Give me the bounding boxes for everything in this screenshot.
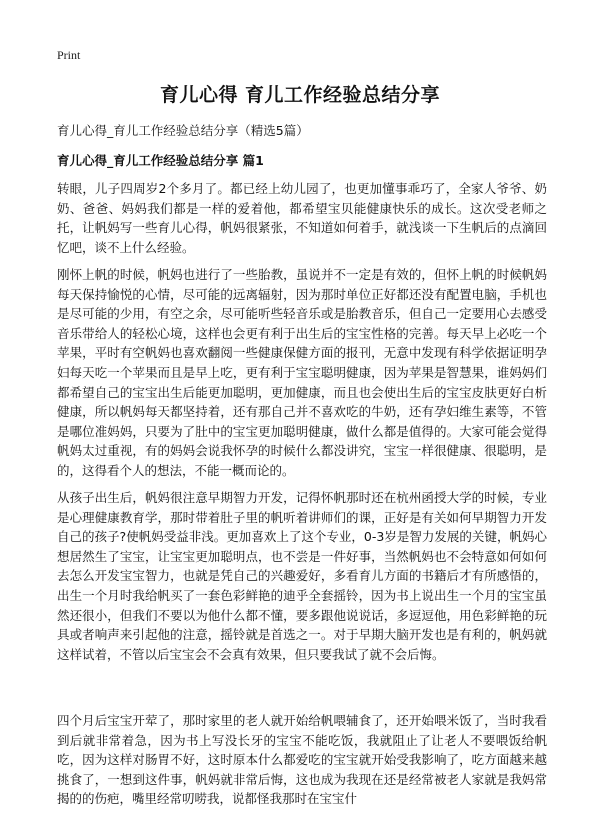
- paragraph-4: 四个月后宝宝开荤了，那时家里的老人就开始给帆喂辅食了，还开始喂米饭了，当时我看到后就非常着急，因为书上写没长牙的宝宝不能吃饭，我就阻止了让老人不要喂饭给帆吃，因为这样对肠胃不好，这时原本什么都爱吃的宝宝就开始受我影响了，吃方面越来越挑食了，一想到这件事，帆妈就非常后悔，这也成为我现在还是经常被老人家就是我妈常揭的的伤疤，嘴里经常叨唠我，说都怪我那时在宝宝什: [57, 713, 547, 807]
- page-title: 育儿心得 育儿工作经验总结分享: [159, 84, 441, 106]
- document-subtitle: 育儿心得_育儿工作经验总结分享（精选5篇）: [57, 123, 309, 138]
- paragraph-2: 刚怀上帆的时候，帆妈也进行了一些胎教，虽说并不一定是有效的，但怀上帆的时候帆妈每天保持愉悦的心情，尽可能的远离辐射，因为那时单位正好都还没有配置电脑，手机也是尽可能的少用，有空之余，尽可能听些轻音乐或是胎教音乐，但自己一定要用心去感受音乐带给人的轻松心境，这样也会更有利于出生后的宝宝性格的完善。每天早上必吃一个苹果，平时有空帆妈也喜欢翻阅一些健康保健方面的报刊，无意中发现有科学依据证明孕妇每天吃一个苹果而且是早上吃，更有利于宝宝聪明健康，因为苹果是智慧果，谁妈妈们都希望自己的宝宝出生后能更加聪明，更加健康，而且也会使出生后的宝宝皮肤更好白析健康，所以帆妈每天都坚持着，还有那自己并不喜欢吃的牛奶，还有孕妇维生素等，不管是哪位准妈妈，只要为了肚中的宝宝更加聪明健康，做什么都是值得的。大家可能会觉得帆妈太过重视，有的妈妈会说我怀孕的时候什么都没讲究，宝宝一样很健康、很聪明，是的，这得看个人的想法，不能一概而论的。: [57, 267, 547, 478]
- section-heading: 育儿心得_育儿工作经验总结分享 篇1: [57, 153, 264, 168]
- print-label[interactable]: Print: [57, 48, 81, 62]
- paragraph-3: 从孩子出生后，帆妈很注意早期智力开发，记得怀帆那时还在杭州函授大学的时候，专业是心理健康教育学，那时带着肚子里的帆听着讲师们的课，正好是有关如何早期智力开发自己的孩子?使帆妈受益非浅。更加喜欢上了这个专业，0-3岁是智力发展的关键，帆妈心想居然生了宝宝，让宝宝更加聪明点，也不尝是一件好事，当然帆妈也不会特意如何如何去怎么开发宝宝智力，也就是凭自己的兴趣爱好，多看育儿方面的书籍后才有所感悟的，出生一个月时我给帆买了一套色彩鲜艳的迪乎全套摇铃，因为书上说出生一个月的宝宝虽然还很小，但我们不要以为他什么都不懂，要多跟他说说话，多逗逗他，用色彩鲜艳的玩具或者响声来引起他的注意，摇铃就是首选之一。对于早期大脑开发也是有利的，帆妈就这样试着，不管以后宝宝会不会真有效果，但只要我试了就不会后悔。: [57, 490, 547, 662]
- paragraph-1: 转眼，儿子四周岁2个多月了。都已经上幼儿园了，也更加懂事乖巧了，全家人爷爷、奶奶、爸爸、妈妈我们都是一样的爱着他，都希望宝贝能健康快乐的成长。这次受老师之托，让帆妈写一些育儿心得，帆妈很紧张，不知道如何着手，就浅谈一下生帆后的点滴回忆吧，谈不上什么经验。: [57, 181, 547, 255]
